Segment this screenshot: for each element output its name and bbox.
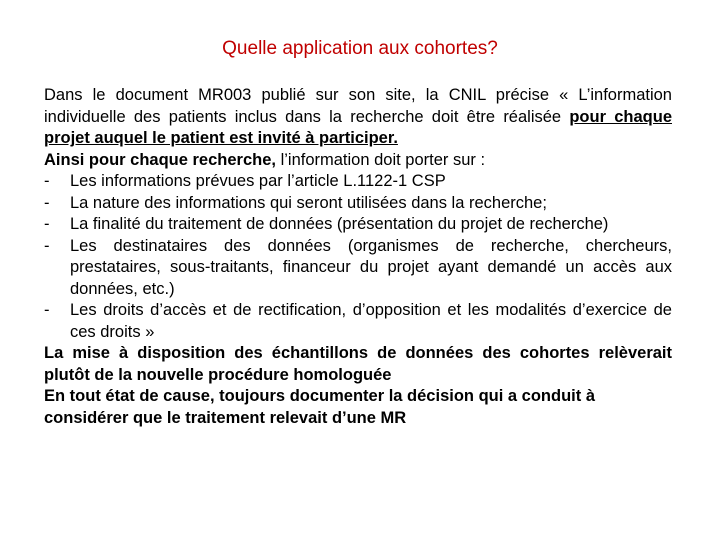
intro-line-2: « L’information individuelle des patients inclus dans la recherche doit [44,86,672,126]
slide-title: Quelle application aux cohortes? [222,38,498,59]
list-item [44,214,672,236]
intro-line-3: être réalisée [466,107,562,126]
bullet-dash: - [44,215,50,233]
list-item-text: Les destinataires des données (organismes de recherche, chercheurs, prestataires, sous-traitants, financeur du projet ayant demandé un accès aux données, etc.) [70,236,672,298]
list-item [44,236,672,301]
conclusion-paragraph-2: En tout état de cause, toujours documenter la décision qui a conduit à considérer que le traitement relevait d’une MR [44,387,595,427]
bullet-dash: - [44,193,50,212]
slide-body [44,85,672,429]
ainsi-bold: Ainsi pour chaque recherche, [44,150,276,169]
bullet-dash: - [44,172,50,190]
conclusion-paragraph-1: La mise à disposition des échantillons de données des cohortes relèverait plutôt de la nouvelle procédure homologuée [44,344,672,384]
list-item [44,300,672,343]
list-item-text: La finalité du traitement de données (présentation du projet de recherche) [70,215,609,233]
bullet-dash: - [44,236,50,255]
ainsi-paragraph [44,150,672,172]
bullet-dash: - [44,301,50,319]
intro-paragraph [44,85,672,150]
list-item-text: Les informations prévues par l’article L.1122-1 CSP [70,172,446,190]
list-item-text: Les droits d’accès et de rectification, d’opposition et les modalités d’exercice de ces droits » [70,301,672,341]
ainsi-rest: l’information doit porter sur : [275,150,486,169]
intro-line-1: Dans le document MR003 publié sur son site, la CNIL précise [44,86,550,104]
list-item [44,193,672,215]
list-item [44,171,672,193]
intro-underlined-text: pour chaque projet auquel le patient est invité à participer. [44,107,672,147]
list-item-text: La nature des informations qui seront utilisées dans la recherche; [70,193,547,212]
